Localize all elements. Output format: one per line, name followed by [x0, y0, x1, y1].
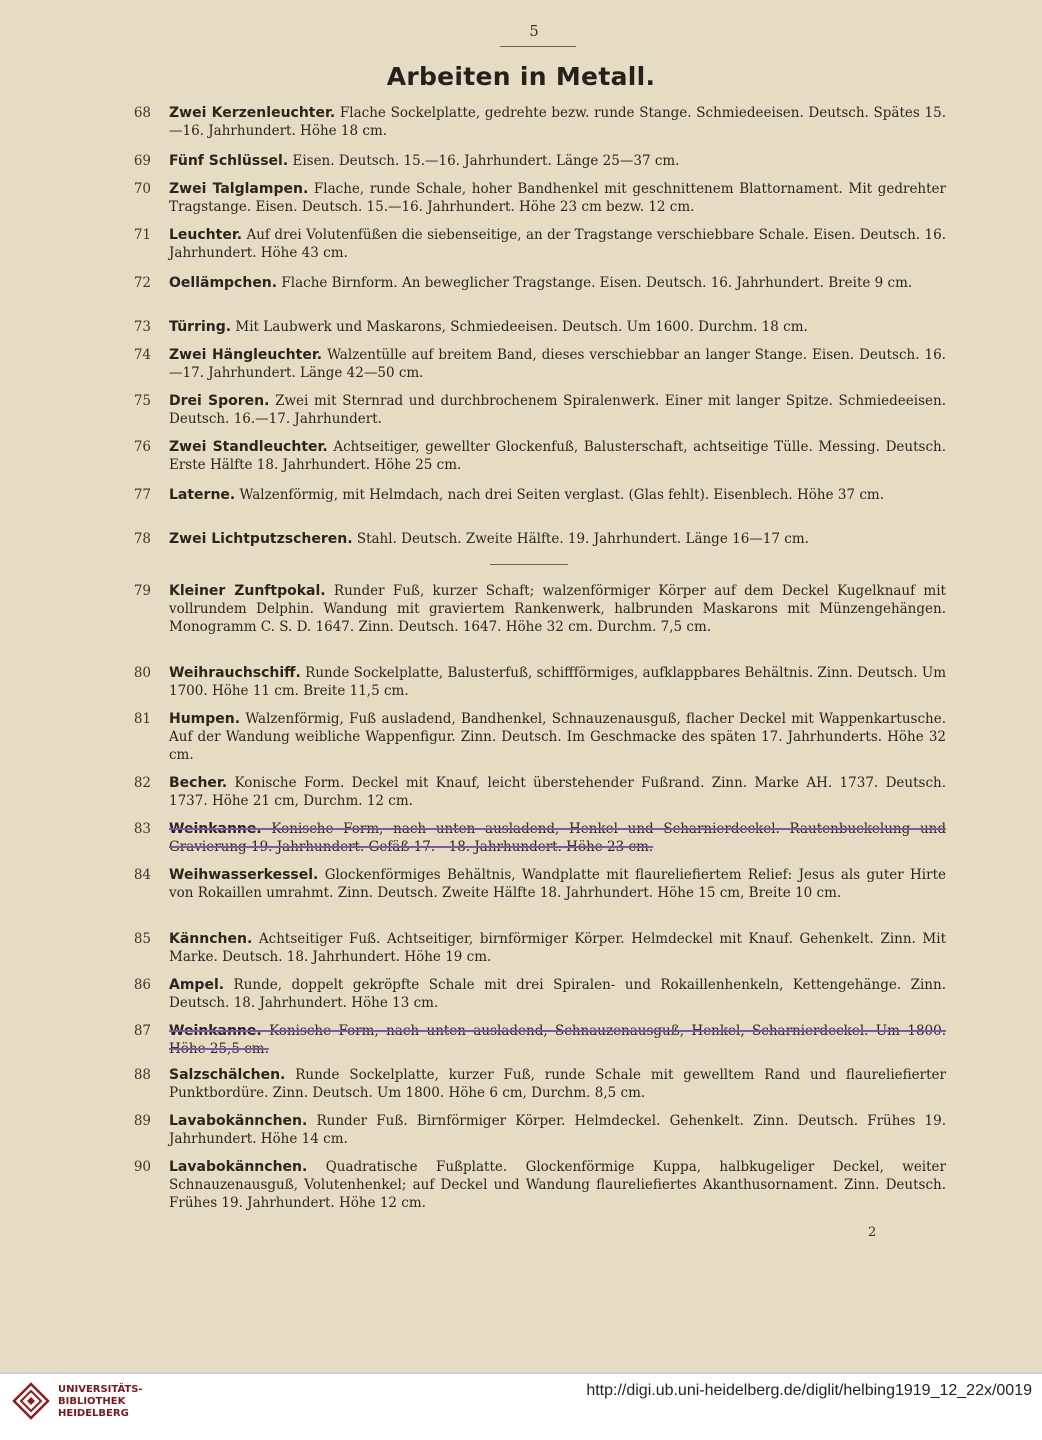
entry-text: Walzentülle auf breitem Band, dieses verschiebbar an langer Stange. Eisen. Deutsch. 16.—17. Jahrhundert. Länge 42—50 cm.: [169, 347, 946, 381]
entry-title: Zwei Lichtputzscheren.: [169, 531, 353, 547]
entry-title: Ampel.: [169, 977, 225, 993]
entry-number: 73: [133, 319, 151, 335]
entry-title: Lavabokännchen.: [169, 1159, 308, 1175]
entry-description: [169, 180, 946, 216]
catalog-entry: [131, 820, 946, 856]
entry-description: [169, 710, 946, 764]
entry-text: Walzenförmig, mit Helmdach, nach drei Seiten verglast. (Glas fehlt). Eisenblech. Höhe 37 cm.: [235, 487, 885, 503]
entry-number: 70: [133, 181, 151, 197]
entry-number: 83: [133, 821, 151, 837]
entry-text: Stahl. Deutsch. Zweite Hälfte. 19. Jahrhundert. Länge 16—17 cm.: [352, 531, 809, 547]
entry-title: Fünf Schlüssel.: [169, 153, 289, 169]
entry-title: Zwei Kerzenleuchter.: [169, 105, 336, 121]
entry-number: 74: [133, 347, 151, 363]
footer-divider: [0, 1372, 1042, 1374]
entry-text: Flache Sockelplatte, gedrehte bezw. runde Stange. Schmiedeeisen. Deutsch. Spätes 15.—16. Jahrhundert. Höhe 18 cm.: [169, 105, 946, 139]
entry-number: 82: [133, 775, 151, 791]
entry-text: Flache Birnform. An beweglicher Tragstange. Eisen. Deutsch. 16. Jahrhundert. Breite 9 cm.: [277, 275, 913, 291]
entry-text: Runde, doppelt gekröpfte Schale mit drei Spiralen- und Rokaillenhenkeln, Kettengehänge. Zinn. Deutsch. 18. Jahrhundert. Höhe 13 cm.: [169, 977, 946, 1011]
catalog-entry: [131, 530, 946, 548]
entry-title: Türring.: [169, 319, 232, 335]
entry-number: 81: [133, 711, 151, 727]
entry-title: Zwei Hängleuchter.: [169, 347, 323, 363]
catalog-entry: [131, 152, 946, 170]
entry-text: Auf drei Volutenfüßen die siebenseitige, an der Tragstange verschiebbare Schale. Eisen. Deutsch. 16. Jahrhundert. Höhe 43 cm.: [169, 227, 946, 261]
entry-description: [169, 226, 946, 262]
catalog-entry: [131, 1066, 946, 1102]
catalog-entry: [131, 180, 946, 216]
entry-number: 90: [133, 1159, 151, 1175]
entry-text: Glockenförmiges Behältnis, Wandplatte mit flaureliefiertem Relief: Jesus als guter Hirte von Rokaillen umrahmt. Zinn. Deutsch. Zweite Hälfte 18. Jahrhundert. Höhe 15 cm, Breite 10 cm.: [169, 867, 946, 901]
entry-title: Leuchter.: [169, 227, 243, 243]
section-title: Arbeiten in Metall.: [386, 62, 656, 91]
entry-description: [169, 530, 946, 548]
entry-number: 76: [133, 439, 151, 455]
entry-title: Weihwasserkessel.: [169, 867, 319, 883]
entry-number: 89: [133, 1113, 151, 1129]
entry-title: Oellämpchen.: [169, 275, 278, 291]
catalog-entry: [131, 664, 946, 700]
catalog-entry: [131, 438, 946, 474]
entry-title: Zwei Standleuchter.: [169, 439, 328, 455]
entry-text: Runde Sockelplatte, kurzer Fuß, runde Schale mit gewelltem Rand und flaureliefierter Punktbordüre. Zinn. Deutsch. Um 1800. Höhe 6 cm, Durchm. 8,5 cm.: [169, 1067, 946, 1101]
entry-description: [169, 152, 946, 170]
entry-title: Kleiner Zunftpokal.: [169, 583, 326, 599]
entry-description: [169, 664, 946, 700]
catalog-entry: [131, 710, 946, 764]
entry-number: 71: [133, 227, 151, 243]
entry-description: [169, 774, 946, 810]
entry-text: Zwei mit Sternrad und durchbrochenem Spiralenwerk. Einer mit langer Spitze. Schmiedeeisen. Deutsch. 16.—17. Jahrhundert.: [169, 393, 946, 427]
catalog-entry: [131, 1022, 946, 1058]
entry-description: [169, 820, 946, 856]
catalog-entry: [131, 774, 946, 810]
catalog-entry: [131, 1158, 946, 1212]
catalog-entry: [131, 318, 946, 336]
entry-description: [169, 486, 946, 504]
catalog-entry: [131, 104, 946, 140]
entry-description: [169, 392, 946, 428]
catalog-entry: [131, 226, 946, 262]
entry-number: 78: [133, 531, 151, 547]
entry-title: Weinkanne.: [169, 821, 262, 837]
entry-text: Achtseitiger, gewellter Glockenfuß, Balusterschaft, achtseitige Tülle. Messing. Deutsch. Erste Hälfte 18. Jahrhundert. Höhe 25 cm.: [169, 439, 946, 473]
catalog-entry: [131, 930, 946, 966]
catalog-entry: [131, 976, 946, 1012]
section-divider: [490, 564, 568, 565]
header-rule: [500, 46, 576, 47]
entry-title: Kännchen.: [169, 931, 253, 947]
entry-number: 86: [133, 977, 151, 993]
entry-number: 87: [133, 1023, 151, 1039]
catalog-entry: [131, 274, 946, 292]
library-logo-icon: [12, 1382, 50, 1420]
entry-title: Drei Sporen.: [169, 393, 270, 409]
entry-text: Konische Form, nach unten ausladend, Henkel und Scharnierdeckel. Rautenbuckelung und Gravierung 19. Jahrhundert. Gefäß 17.—18. Jahrhundert. Höhe 23 cm.: [169, 821, 946, 855]
printer-signature: 2: [868, 1225, 877, 1240]
entry-description: [169, 1112, 946, 1148]
entry-text: Walzenförmig, Fuß ausladend, Bandhenkel, Schnauzenausguß, flacher Deckel mit Wappenkartusche. Auf der Wandung weibliche Wappenfigur. Zinn. Deutsch. Im Geschmacke des späten 17. Jahrhunderts. Höhe 32 cm.: [169, 711, 946, 763]
entry-number: 68: [133, 105, 151, 121]
entry-text: Runder Fuß, kurzer Schaft; walzenförmiger Körper auf dem Deckel Kugelknauf mit vollrundem Delphin. Wandung mit graviertem Rankenwerk, halbrunden Maskarons mit Münzengehängen. Monogramm C. S. D. 1647. Zinn. Deutsch. 1647. Höhe 32 cm. Durchm. 7,5 cm.: [169, 583, 946, 635]
entry-description: [169, 104, 946, 140]
entry-title: Salzschälchen.: [169, 1067, 286, 1083]
entry-description: [169, 930, 946, 966]
entry-number: 85: [133, 931, 151, 947]
entry-title: Weinkanne.: [169, 1023, 262, 1039]
entry-number: 84: [133, 867, 151, 883]
catalog-entry: [131, 582, 946, 636]
entry-text: Eisen. Deutsch. 15.—16. Jahrhundert. Länge 25—37 cm.: [288, 153, 680, 169]
entry-number: 75: [133, 393, 151, 409]
entry-description: [169, 1158, 946, 1212]
entry-number: 72: [133, 275, 151, 291]
entry-text: Runde Sockelplatte, Balusterfuß, schiffförmiges, aufklappbares Behältnis. Zinn. Deutsch. Um 1700. Höhe 11 cm. Breite 11,5 cm.: [169, 665, 946, 699]
entry-text: Konische Form, nach unten ausladend, Schnauzenausguß, Henkel, Scharnierdeckel. Um 1800. Höhe 25,5 cm.: [169, 1023, 946, 1057]
entry-description: [169, 274, 946, 292]
library-logo-text: UNIVERSITÄTS- BIBLIOTHEK HEIDELBERG: [58, 1384, 143, 1419]
entry-text: Mit Laubwerk und Maskarons, Schmiedeeisen. Deutsch. Um 1600. Durchm. 18 cm.: [231, 319, 808, 335]
catalog-entry: [131, 486, 946, 504]
entry-description: [169, 318, 946, 336]
catalog-entry: [131, 392, 946, 428]
entry-title: Zwei Talglampen.: [169, 181, 309, 197]
source-url[interactable]: http://digi.ub.uni-heidelberg.de/diglit/helbing1919_12_22x/0019: [586, 1382, 1032, 1399]
entry-title: Humpen.: [169, 711, 241, 727]
entry-description: [169, 976, 946, 1012]
entry-description: [169, 1066, 946, 1102]
entry-description: [169, 438, 946, 474]
entry-description: [169, 582, 946, 636]
entry-text: Konische Form. Deckel mit Knauf, leicht überstehender Fußrand. Zinn. Marke AH. 1737. Deutsch. 1737. Höhe 21 cm, Durchm. 12 cm.: [169, 775, 946, 809]
entry-description: [169, 346, 946, 382]
entry-description: [169, 866, 946, 902]
catalog-entry: [131, 866, 946, 902]
entry-number: 77: [133, 487, 151, 503]
entry-text: Runder Fuß. Birnförmiger Körper. Helmdeckel. Gehenkelt. Zinn. Deutsch. Frühes 19. Jahrhundert. Höhe 14 cm.: [169, 1113, 946, 1147]
catalog-entry: [131, 346, 946, 382]
entry-number: 69: [133, 153, 151, 169]
entry-number: 88: [133, 1067, 151, 1083]
entry-number: 79: [133, 583, 151, 599]
entry-title: Weihrauchschiff.: [169, 665, 301, 681]
entry-text: Achtseitiger Fuß. Achtseitiger, birnförmiger Körper. Helmdeckel mit Knauf. Gehenkelt. Zinn. Mit Marke. Deutsch. 18. Jahrhundert. Höhe 19 cm.: [169, 931, 946, 965]
page-number: 5: [529, 22, 539, 40]
entry-title: Lavabokännchen.: [169, 1113, 308, 1129]
catalog-entry: [131, 1112, 946, 1148]
entry-title: Becher.: [169, 775, 228, 791]
entry-number: 80: [133, 665, 151, 681]
entry-title: Laterne.: [169, 487, 236, 503]
entry-description: [169, 1022, 946, 1058]
entry-text: Quadratische Fußplatte. Glockenförmige Kuppa, halbkugeliger Deckel, weiter Schnauzenausguß, Volutenhenkel; auf Deckel und Wandung flaureliefiertes Akanthusornament. Zinn. Deutsch. Frühes 19. Jahrhundert. Höhe 12 cm.: [169, 1159, 946, 1211]
entry-text: Flache, runde Schale, hoher Bandhenkel mit geschnittenem Blattornament. Mit gedrehter Tragstange. Eisen. Deutsch. 15.—16. Jahrhundert. Höhe 23 cm bezw. 12 cm.: [169, 181, 946, 215]
